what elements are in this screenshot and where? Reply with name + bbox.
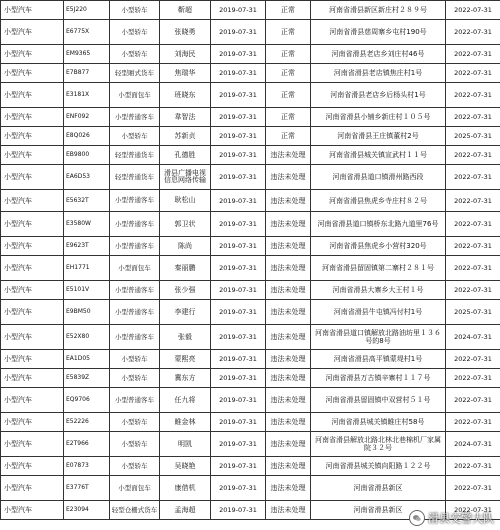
expiry-date-cell: 2022-07-31 [446,45,500,64]
owner-name-cell: 张少强 [160,281,211,300]
plate-number-cell: ENF092 [64,108,110,127]
owner-name-cell: 孟海超 [160,501,211,520]
expiry-date-cell: 2022-07-31 [446,83,500,108]
vehicle-type-cell: 小型汽车 [1,369,64,388]
registration-date-cell: 2019-07-31 [211,20,266,45]
plate-number-cell: E3776T [64,476,110,501]
vehicle-type-cell: 小型汽车 [1,300,64,325]
address-cell: 河南省滑县焦虎乡寺庄村８２号 [311,190,446,212]
vehicle-class-cell: 轻型普通货车 [110,146,160,165]
plate-number-cell: E2T966 [64,432,110,457]
vehicle-class-cell: 小型普通客车 [110,300,160,325]
expiry-date-cell: 2022-07-31 [446,413,500,432]
registration-date-cell: 2019-07-31 [211,457,266,476]
expiry-date-cell: 2022-07-31 [446,350,500,369]
address-cell: 河南省滑县大寨乡大王村１号 [311,281,446,300]
registration-date-cell: 2019-07-31 [211,369,266,388]
status-cell: 违法未处理 [266,432,311,457]
plate-number-cell: EB9800 [64,146,110,165]
vehicle-type-cell: 小型汽车 [1,83,64,108]
registration-date-cell: 2019-07-31 [211,350,266,369]
vehicle-class-cell: 小型轿车 [110,45,160,64]
registration-date-cell: 2019-07-31 [211,212,266,237]
address-cell: 河南省滑县小铺乡新庄村１０５号 [311,108,446,127]
table-row [1,212,500,237]
owner-name-cell: 韋智法 [160,108,211,127]
owner-name-cell: 苏新贞 [160,127,211,146]
table-row [1,457,500,476]
registration-date-cell: 2019-07-31 [211,388,266,413]
owner-name-cell: 秦丽鹏 [160,256,211,281]
registration-date-cell: 2019-07-31 [211,413,266,432]
table-row [1,369,500,388]
vehicle-class-cell: 小型轿车 [110,457,160,476]
table-row [1,476,500,501]
status-cell: 违法未处理 [266,413,311,432]
expiry-date-cell: 2022-07-31 [446,501,500,520]
vehicle-type-cell: 小型汽车 [1,256,64,281]
expiry-date-cell: 2022-07-31 [446,237,500,256]
status-cell: 违法未处理 [266,325,311,350]
vehicle-type-cell: 小型汽车 [1,20,64,45]
address-cell: 河南省滑县焦虎乡小营村320号 [311,237,446,256]
address-cell: 河南省滑县城关镇睢庄村58号 [311,413,446,432]
vehicle-class-cell: 小型轿车 [110,432,160,457]
table-row [1,1,500,20]
owner-name-cell: 张毅 [160,325,211,350]
address-cell: 河南省滑县高平镇蒙堤村1号 [311,350,446,369]
registration-date-cell: 2019-07-31 [211,432,266,457]
vehicle-type-cell: 小型汽车 [1,388,64,413]
status-cell: 正常 [266,83,311,108]
registration-date-cell: 2019-07-31 [211,165,266,190]
registration-date-cell: 2019-07-31 [211,190,266,212]
plate-number-cell: E9623T [64,237,110,256]
table-row [1,300,500,325]
plate-number-cell: EQ9706 [64,388,110,413]
vehicle-class-cell: 小型普通客车 [110,281,160,300]
vehicle-class-cell: 小型面包车 [110,83,160,108]
status-cell: 违法未处理 [266,350,311,369]
vehicle-class-cell: 小型普通客车 [110,190,160,212]
wechat-icon [409,510,425,526]
vehicle-type-cell: 小型汽车 [1,476,64,501]
table-row [1,146,500,165]
status-cell: 违法未处理 [266,369,311,388]
vehicle-type-cell: 小型汽车 [1,413,64,432]
registration-date-cell: 2019-07-31 [211,237,266,256]
plate-number-cell: EA6D53 [64,165,110,190]
plate-number-cell: E52X80 [64,325,110,350]
address-cell: 河南省滑县城关镇宣武村１１号 [311,146,446,165]
vehicle-class-cell: 小型轿车 [110,413,160,432]
status-cell: 违法未处理 [266,457,311,476]
vehicle-type-cell: 小型汽车 [1,127,64,146]
vehicle-type-cell: 小型汽车 [1,64,64,83]
status-cell: 违法未处理 [266,388,311,413]
registration-date-cell: 2019-07-31 [211,281,266,300]
vehicle-type-cell: 小型汽车 [1,281,64,300]
address-cell: 河南省滑县解放北路北林北巷棉机厂家属院３２号 [311,432,446,457]
status-cell: 违法未处理 [266,256,311,281]
vehicle-type-cell: 小型汽车 [1,457,64,476]
table-row [1,388,500,413]
owner-name-cell: 康借机 [160,476,211,501]
plate-number-cell: E7B877 [64,64,110,83]
table-row [1,83,500,108]
table-body [1,1,500,520]
expiry-date-cell: 2022-07-31 [446,1,500,20]
vehicle-class-cell: 小型普通客车 [110,388,160,413]
expiry-date-cell: 2022-07-31 [446,457,500,476]
expiry-date-cell: 2025-07-31 [446,127,500,146]
owner-name-cell: 张晓勇 [160,20,211,45]
owner-name-cell: 冀东方 [160,369,211,388]
address-cell: 河南省滑县道口镇滑州路西段 [311,165,446,190]
status-cell: 违法未处理 [266,212,311,237]
plate-number-cell: E3181X [64,83,110,108]
vehicle-class-cell: 小型普通客车 [110,237,160,256]
vehicle-class-cell: 小型轿车 [110,369,160,388]
plate-number-cell: E3580W [64,212,110,237]
plate-number-cell: E5632T [64,190,110,212]
status-cell: 违法未处理 [266,501,311,520]
expiry-date-cell: 2022-07-31 [446,20,500,45]
owner-name-cell: 滑县广播电视信息网络传输 [160,165,211,190]
vehicle-type-cell: 小型汽车 [1,501,64,520]
address-cell: 河南省滑县新区 [311,501,446,520]
table-row [1,165,500,190]
vehicle-type-cell: 小型汽车 [1,350,64,369]
table-row [1,281,500,300]
owner-name-cell: 焦瑞华 [160,64,211,83]
owner-name-cell: 刘海民 [160,45,211,64]
registration-date-cell: 2019-07-31 [211,108,266,127]
registration-date-cell: 2019-07-31 [211,146,266,165]
plate-number-cell: E6775X [64,20,110,45]
watermark-text: 滑县交警大队 [428,512,494,525]
table-row [1,20,500,45]
vehicle-type-cell: 小型汽车 [1,190,64,212]
registration-date-cell: 2019-07-31 [211,501,266,520]
plate-number-cell: E5101V [64,281,110,300]
owner-name-cell: 任九将 [160,388,211,413]
owner-name-cell: 耿松山 [160,190,211,212]
status-cell: 正常 [266,45,311,64]
vehicle-type-cell: 小型汽车 [1,165,64,190]
status-cell: 违法未处理 [266,190,311,212]
address-cell: 河南省滑县新区新庄村２８９号 [311,1,446,20]
table-row [1,45,500,64]
expiry-date-cell: 2022-07-31 [446,256,500,281]
table-row [1,190,500,212]
vehicle-class-cell: 小型普通客车 [110,325,160,350]
registration-date-cell: 2019-07-31 [211,300,266,325]
address-cell: 河南省滑县老店乡刘庄村46号 [311,45,446,64]
watermark [409,510,494,526]
vehicle-class-cell: 小型普通客车 [110,108,160,127]
expiry-date-cell: 2022-07-31 [446,281,500,300]
vehicle-type-cell: 小型汽车 [1,108,64,127]
plate-number-cell: EM9365 [64,45,110,64]
expiry-date-cell: 2022-07-31 [446,146,500,165]
status-cell: 违法未处理 [266,165,311,190]
vehicle-type-cell: 小型汽车 [1,1,64,20]
registration-date-cell: 2019-07-31 [211,127,266,146]
table-row [1,432,500,457]
status-cell: 违法未处理 [266,281,311,300]
address-cell: 河南省滑县道口镇桥东北路九道里76号 [311,212,446,237]
owner-name-cell: 陈尚 [160,237,211,256]
status-cell: 违法未处理 [266,300,311,325]
plate-number-cell: E5839Z [64,369,110,388]
plate-number-cell: E52226 [64,413,110,432]
owner-name-cell: 郭卫状 [160,212,211,237]
expiry-date-cell: 2024-07-31 [446,432,500,457]
owner-name-cell: 孔德胜 [160,146,211,165]
table-row [1,256,500,281]
registration-date-cell: 2019-07-31 [211,83,266,108]
plate-number-cell: E07873 [64,457,110,476]
address-cell: 河南省滑县新区 [311,476,446,501]
address-cell: 河南省滑县老店乡后杨头村1号 [311,83,446,108]
vehicle-type-cell: 小型汽车 [1,237,64,256]
owner-name-cell: 吴晓艳 [160,457,211,476]
status-cell: 正常 [266,108,311,127]
table-row [1,325,500,350]
owner-name-cell: 班晓东 [160,83,211,108]
table-row [1,108,500,127]
registration-date-cell: 2019-07-31 [211,476,266,501]
owner-name-cell: 蒙熙亮 [160,350,211,369]
registration-date-cell: 2019-07-31 [211,1,266,20]
plate-number-cell: E5J220 [64,1,110,20]
expiry-date-cell: 2025-07-31 [446,300,500,325]
table-row [1,127,500,146]
plate-number-cell: E8Q026 [64,127,110,146]
registration-date-cell: 2019-07-31 [211,256,266,281]
vehicle-class-cell: 小型轿车 [110,127,160,146]
vehicle-class-cell: 小型轿车 [110,350,160,369]
address-cell: 河南省滑县留固镇中双营村５１号 [311,388,446,413]
expiry-date-cell: 2022-07-31 [446,64,500,83]
owner-name-cell: 靳超 [160,1,211,20]
registration-date-cell: 2019-07-31 [211,325,266,350]
vehicle-type-cell: 小型汽车 [1,325,64,350]
expiry-date-cell: 2024-07-31 [446,325,500,350]
expiry-date-cell: 2022-07-31 [446,369,500,388]
vehicle-class-cell: 轻型厢式货车 [110,64,160,83]
address-cell: 河南省滑县留固镇第二寨村２８１号 [311,256,446,281]
address-cell: 河南省滑县牛屯镇冯付村1号 [311,300,446,325]
table-row [1,237,500,256]
address-cell: 河南省滑县老店镇焦庄村1号 [311,64,446,83]
address-cell: 河南省滑县道口镇解放北路油坊里１３６号的8号 [311,325,446,350]
vehicle-class-cell: 轻型普通货车 [110,165,160,190]
vehicle-type-cell: 小型汽车 [1,45,64,64]
expiry-date-cell: 2022-07-31 [446,190,500,212]
status-cell: 违法未处理 [266,237,311,256]
address-cell: 河南省滑县万古镇辛寨村１１７号 [311,369,446,388]
vehicle-type-cell: 小型汽车 [1,146,64,165]
vehicle-class-cell: 小型普通客车 [110,212,160,237]
plate-number-cell: E23094 [64,501,110,520]
plate-number-cell: E9BM50 [64,300,110,325]
status-cell: 违法未处理 [266,146,311,165]
vehicle-class-cell: 小型面包车 [110,256,160,281]
status-cell: 正常 [266,20,311,45]
vehicle-class-cell: 小型轿车 [110,1,160,20]
status-cell: 正常 [266,1,311,20]
expiry-date-cell: 2022-07-31 [446,388,500,413]
plate-number-cell: EH1771 [64,256,110,281]
owner-name-cell: 明凯 [160,432,211,457]
vehicle-type-cell: 小型汽车 [1,212,64,237]
expiry-date-cell: 2022-07-31 [446,165,500,190]
vehicle-class-cell: 小型轿车 [110,20,160,45]
vehicle-class-cell: 轻型仓栅式货车 [110,501,160,520]
plate-number-cell: EA1D05 [64,350,110,369]
status-cell: 正常 [266,64,311,83]
registration-date-cell: 2019-07-31 [211,45,266,64]
address-cell: 河南省滑县王庄镇董村2号 [311,127,446,146]
table-row [1,64,500,83]
status-cell: 正常 [266,127,311,146]
address-cell: 河南省滑县慈周寨乡屯村190号 [311,20,446,45]
expiry-date-cell: 2022-07-31 [446,476,500,501]
status-cell: 违法未处理 [266,476,311,501]
vehicle-type-cell: 小型汽车 [1,432,64,457]
table-row [1,350,500,369]
vehicle-class-cell: 小型面包车 [110,476,160,501]
registration-date-cell: 2019-07-31 [211,64,266,83]
owner-name-cell: 李建行 [160,300,211,325]
table-row [1,413,500,432]
expiry-date-cell: 2022-07-31 [446,108,500,127]
expiry-date-cell: 2022-07-31 [446,212,500,237]
owner-name-cell: 睢金林 [160,413,211,432]
address-cell: 河南省滑县城关镇向阳路１２２号 [311,457,446,476]
